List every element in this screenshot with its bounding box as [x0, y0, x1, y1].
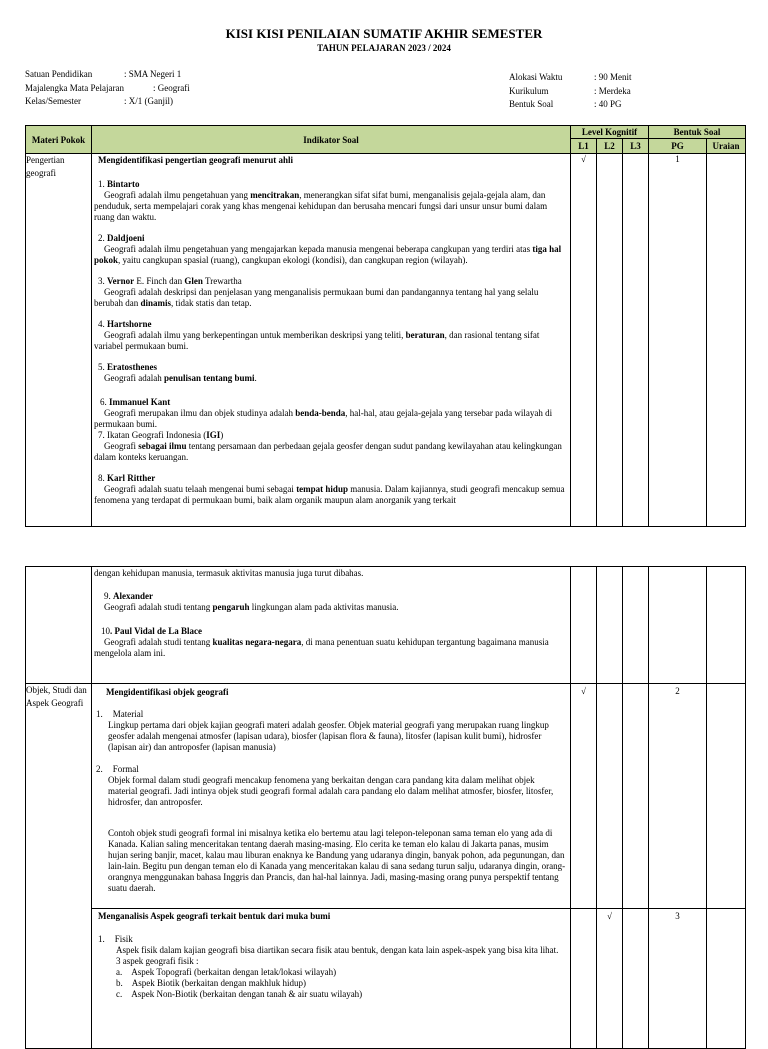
expert-name: 10. Paul Vidal de La Blace — [101, 626, 203, 636]
sub-item: a. Aspek Topografi (berkaitan dengan letak/lokasi wilayah) — [116, 967, 337, 977]
expert-definition: Geografi adalah ilmu pengetahuan yang mengajarkan kepada manusia mengenai beberapa cangkupan yang terdiri atas tiga hal pokok, yaitu cangkupan spasial (ruang), cangkupan ekologi (kondisi), dan cangkupan region (wilayah). — [94, 244, 562, 265]
expert-definition: Geografi merupakan ilmu dan objek studinya adalah benda-benda, hal-hal, atau gejala-gejala yang tersebar pada wilayah di permukaan bumi. — [94, 408, 553, 429]
expert-definition: Geografi adalah penulisan tentang bumi. — [104, 373, 257, 383]
info-row — [25, 82, 190, 96]
list-item-title: 1. Fisik — [98, 934, 133, 944]
indikator-content — [92, 684, 570, 894]
expert-name: 7. Ikatan Geografi Indonesia (IGI) — [98, 430, 224, 440]
kisi-table-page-1 — [25, 125, 746, 527]
l3-cell — [623, 154, 649, 527]
l2-check: √ — [597, 909, 623, 1049]
info-value: : 40 PG — [594, 99, 622, 109]
materi-pokok-cell: Pengertian geografi — [26, 154, 92, 527]
info-label: Bentuk Soal — [509, 99, 554, 109]
list-item-text: Aspek fisik dalam kajian geografi bisa diartikan secara fisik atau bentuk, dengan kata lain aspek-aspek yang bisa kita lihat. — [116, 945, 559, 955]
info-right — [509, 71, 632, 112]
indikator-content — [92, 567, 570, 659]
materi-pokok-cell: Objek, Studi dan Aspek Geografi — [26, 684, 92, 1049]
info-label: Alokasi Waktu — [509, 72, 563, 82]
expert-name: 4. Hartshorne — [98, 319, 152, 329]
sub-item: c. Aspek Non-Biotik (berkaitan dengan tanah & air suatu wilayah) — [116, 989, 363, 999]
expert-name: 8. Karl Ritther — [98, 473, 156, 483]
info-value: : SMA Negeri 1 — [124, 69, 182, 79]
indikator-heading: Mengidentifikasi objek geografi — [106, 687, 229, 697]
indikator-content — [92, 909, 570, 1035]
document-subtitle: TAHUN PELAJARAN 2023 / 2024 — [317, 43, 451, 53]
info-label: Majalengka Mata Pelajaran — [25, 82, 124, 93]
header-bentuk-soal: Bentuk Soal — [649, 126, 746, 139]
expert-name: 9. Alexander — [104, 591, 153, 601]
info-label: Satuan Pendidikan — [25, 69, 93, 79]
info-value: : Merdeka — [594, 85, 631, 96]
indikator-cell — [92, 154, 571, 527]
list-intro: 3 aspek geografi fisik : — [116, 956, 199, 966]
header-l1: L1 — [571, 139, 597, 154]
info-value: : Geografi — [153, 82, 190, 93]
list-item-title: 2. Formal — [96, 764, 139, 774]
header-l3: L3 — [623, 139, 649, 154]
l2-cell — [597, 154, 623, 527]
info-row — [25, 95, 190, 109]
continued-text: dengan kehidupan manusia, termasuk aktivitas manusia juga turut dibahas. — [94, 568, 364, 578]
info-left — [25, 68, 190, 109]
header-pg: PG — [649, 139, 707, 154]
header-level-kognitif: Level Kognitif — [571, 126, 649, 139]
header-l2: L2 — [597, 139, 623, 154]
l1-check: √ — [571, 154, 597, 527]
header-uraian: Uraian — [707, 139, 746, 154]
materi-pokok-cell — [26, 567, 92, 684]
expert-definition: Geografi adalah studi tentang kualitas negara-negara, di mana penentuan suatu kehidupan tergantung bagaimana manusia mengelola alam ini. — [94, 637, 549, 658]
pg-number: 2 — [649, 684, 707, 909]
expert-definition: Geografi adalah deskripsi dan penjelasan yang menganalisis permukaan bumi dan pandangannya tentang hal yang selalu berubah dan dinamis, tidak statis dan tetap. — [94, 287, 539, 308]
document-title: KISI KISI PENILAIAN SUMATIF AKHIR SEMESTER — [225, 26, 543, 41]
expert-definition: Geografi adalah ilmu pengetahuan yang mencitrakan, menerangkan sifat sifat bumi, menganalisis gejala-gejala alam, dan penduduk, serta mempelajari corak yang khas mengenai kehidupan dan berusaha mencari fungsi dari unsur unsur bumi dalam ruang dan waktu. — [94, 190, 548, 222]
indikator-heading: Mengidentifikasi pengertian geografi menurut ahli — [98, 155, 293, 165]
header-indikator-soal: Indikator Soal — [92, 126, 571, 154]
info-label: Kurikulum — [509, 85, 549, 96]
example-text: Contoh objek studi geografi formal ini misalnya ketika elo bertemu atau lagi telepon-teleponan sama teman elo yang ada di Kanada. Kalian saling menceritakan tentang daerah masing-masing. Elo cerita ke teman elo kalau di Jakarta panas, musim hujan sering banjir, macet, kalau mau liburan enaknya ke Bandung yang udaranya dingin, banyak pohon, ada pegunungan, dan lain-lain. Begitu pun dengan teman elo di Kanada yang menceritakan kalau di sana sedang turun salju, udaranya dingin, orang-orangnya menggunakan bahasa Inggris dan Prancis, dan hal-hal lainnya. Jadi, masing-masing orang punya perspektif tentang suatu daerah. — [108, 828, 566, 893]
info-value: : 90 Menit — [594, 72, 632, 82]
expert-name: 2. Daldjoeni — [98, 233, 145, 243]
indikator-cell — [92, 909, 571, 1049]
expert-definition: Geografi sebagai ilmu tentang persamaan dan perbedaan gejala geosfer dengan sudut pandang kewilayahan atau kelingkungan dalam konteks keruangan. — [94, 441, 562, 462]
info-row — [509, 85, 632, 99]
indikator-cell — [92, 567, 571, 684]
expert-name: 3. Vernor E. Finch dan Glen Trewartha — [98, 276, 242, 286]
list-item-text: Objek formal dalam studi geografi mencakup fenomena yang berkaitan dengan cara pandang kita dalam melihat objek material geografi. Jadi intinya objek studi geografi formal adalah cara pandang elo dalam melihat atmosfer, biosfer, litosfer, hidrosfer, dan antroposfer. — [108, 775, 554, 807]
info-row — [509, 98, 632, 112]
l1-check: √ — [571, 684, 597, 909]
expert-definition: Geografi adalah suatu telaah mengenai bumi sebagai tempat hidup manusia. Dalam kajiannya, studi geografi mencakup semua fenomena yang terdapat di permukaan bumi, baik alam organik maupun alam anorganik yang terkait — [94, 484, 565, 505]
expert-name: 5. Eratosthenes — [98, 362, 157, 372]
indikator-cell — [92, 684, 571, 909]
kisi-table-page-2 — [25, 566, 746, 1049]
indikator-content — [92, 154, 570, 526]
expert-name: 1. Bintarto — [98, 179, 140, 189]
expert-definition: Geografi adalah studi tentang pengaruh lingkungan alam pada aktivitas manusia. — [104, 602, 399, 612]
info-row — [509, 71, 632, 85]
indikator-heading: Menganalisis Aspek geografi terkait bentuk dari muka bumi — [98, 911, 331, 921]
pg-number: 1 — [649, 154, 707, 527]
list-item-text: Lingkup pertama dari objek kajian geografi materi adalah geosfer. Objek material geografi yang merupakan ruang lingkup geosfer adalah mengenai atmosfer (lapisan udara), biosfer (lapisan flora & fauna), litosfer (lapisan kulit bumi), hidrosfer (lapisan air) dan antroposfer (lapisan manusia) — [108, 720, 549, 752]
expert-name: 6. Immanuel Kant — [100, 397, 171, 407]
list-item-title: 1. Material — [96, 709, 144, 719]
uraian-cell — [707, 154, 746, 527]
header-materi-pokok: Materi Pokok — [26, 126, 92, 154]
expert-definition: Geografi adalah ilmu yang berkepentingan untuk memberikan deskripsi yang teliti, beraturan, dan rasional tentang sifat variabel permukaan bumi. — [94, 330, 540, 351]
sub-item: b. Aspek Biotik (berkaitan dengan makhluk hidup) — [116, 978, 306, 988]
info-value: : X/1 (Ganjil) — [124, 96, 173, 106]
info-label: Kelas/Semester — [25, 96, 81, 106]
pg-number: 3 — [649, 909, 707, 1049]
info-row — [25, 68, 190, 82]
